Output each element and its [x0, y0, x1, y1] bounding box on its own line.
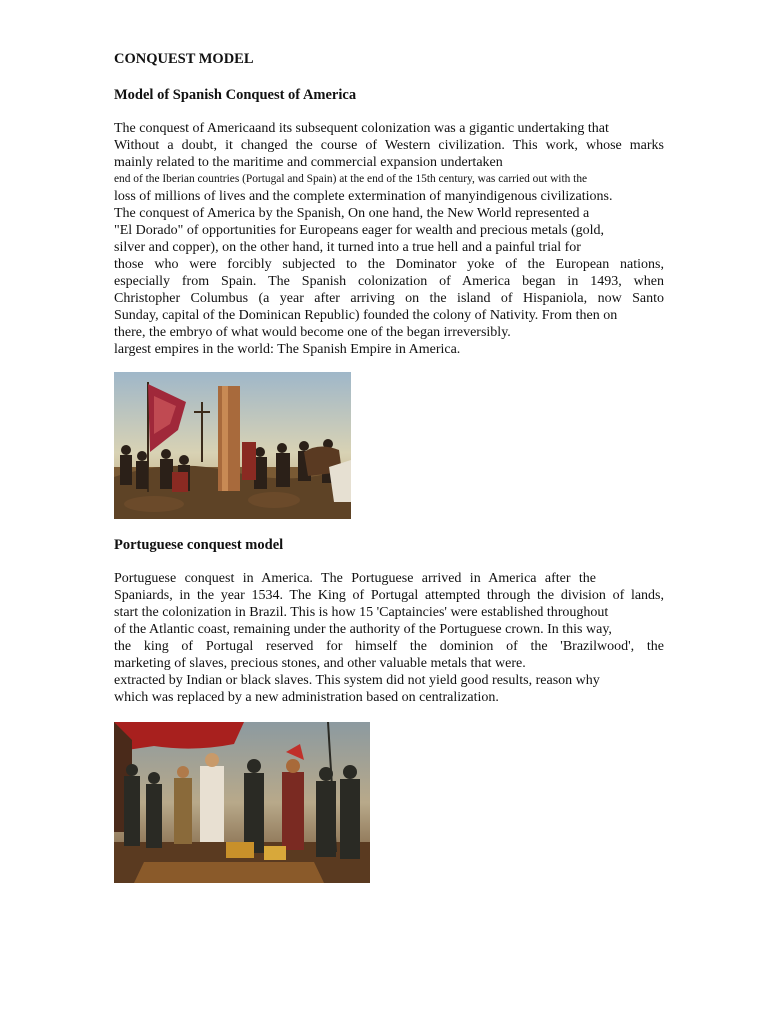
- paragraph-spanish-conquest: [114, 120, 674, 358]
- text-line: end of the Iberian countries (Portugal and Spain) at the end of the 15th century, was carried out with the: [114, 173, 588, 185]
- text-line: start the colonization in Brazil. This is how 15 'Captaincies' were established throughout: [114, 605, 609, 620]
- text-line: largest empires in the world: The Spanish Empire in America.: [114, 342, 461, 357]
- text-line: Spaniards, in the year 1534. The King of Portugal attempted through the division of lands,: [114, 588, 664, 603]
- text-line: extracted by Indian or black slaves. This system did not yield good results, reason why: [114, 673, 600, 688]
- text-line: loss of millions of lives and the complete extermination of manyindigenous civilizations.: [114, 189, 613, 204]
- section-heading-spanish: Model of Spanish Conquest of America: [114, 87, 357, 103]
- text-line: those who were forcibly subjected to the Dominator yoke of the European nations,: [114, 257, 664, 272]
- text-line: Sunday, capital of the Dominican Republic) founded the colony of Nativity. From then on: [114, 308, 618, 323]
- text-line: The conquest of America by the Spanish, On one hand, the New World represented a: [114, 206, 590, 221]
- painting-portuguese-conquest-image: [114, 722, 370, 883]
- text-line: The conquest of Americaand its subsequent colonization was a gigantic undertaking that: [114, 121, 609, 136]
- painting-spanish-conquest-image: [114, 372, 351, 519]
- text-line: the king of Portugal reserved for himself the dominion of the 'Brazilwood', the: [114, 639, 664, 654]
- text-line: especially from Spain. The Spanish colonization of America began in 1493, when: [114, 274, 664, 289]
- text-line: marketing of slaves, precious stones, and other valuable metals that were.: [114, 656, 526, 671]
- document-title: CONQUEST MODEL: [114, 51, 254, 67]
- text-line: which was replaced by a new administration based on centralization.: [114, 690, 499, 705]
- text-line: there, the embryo of what would become one of the began irreversibly.: [114, 325, 511, 340]
- paragraph-portuguese-conquest: [114, 570, 674, 706]
- section-heading-portuguese: Portuguese conquest model: [114, 537, 284, 553]
- text-line: mainly related to the maritime and commercial expansion undertaken: [114, 155, 503, 170]
- text-line: of the Atlantic coast, remaining under the authority of the Portuguese crown. In this way,: [114, 622, 612, 637]
- text-line: silver and copper), on the other hand, it turned into a true hell and a painful trial for: [114, 240, 581, 255]
- text-line: Portuguese conquest in America. The Portuguese arrived in America after the: [114, 571, 596, 586]
- text-line: "El Dorado" of opportunities for Europeans eager for wealth and precious metals (gold,: [114, 223, 604, 238]
- text-line: Without a doubt, it changed the course of Western civilization. This work, whose marks: [114, 138, 664, 153]
- text-line: Christopher Columbus (a year after arriving on the island of Hispaniola, now Santo: [114, 291, 664, 306]
